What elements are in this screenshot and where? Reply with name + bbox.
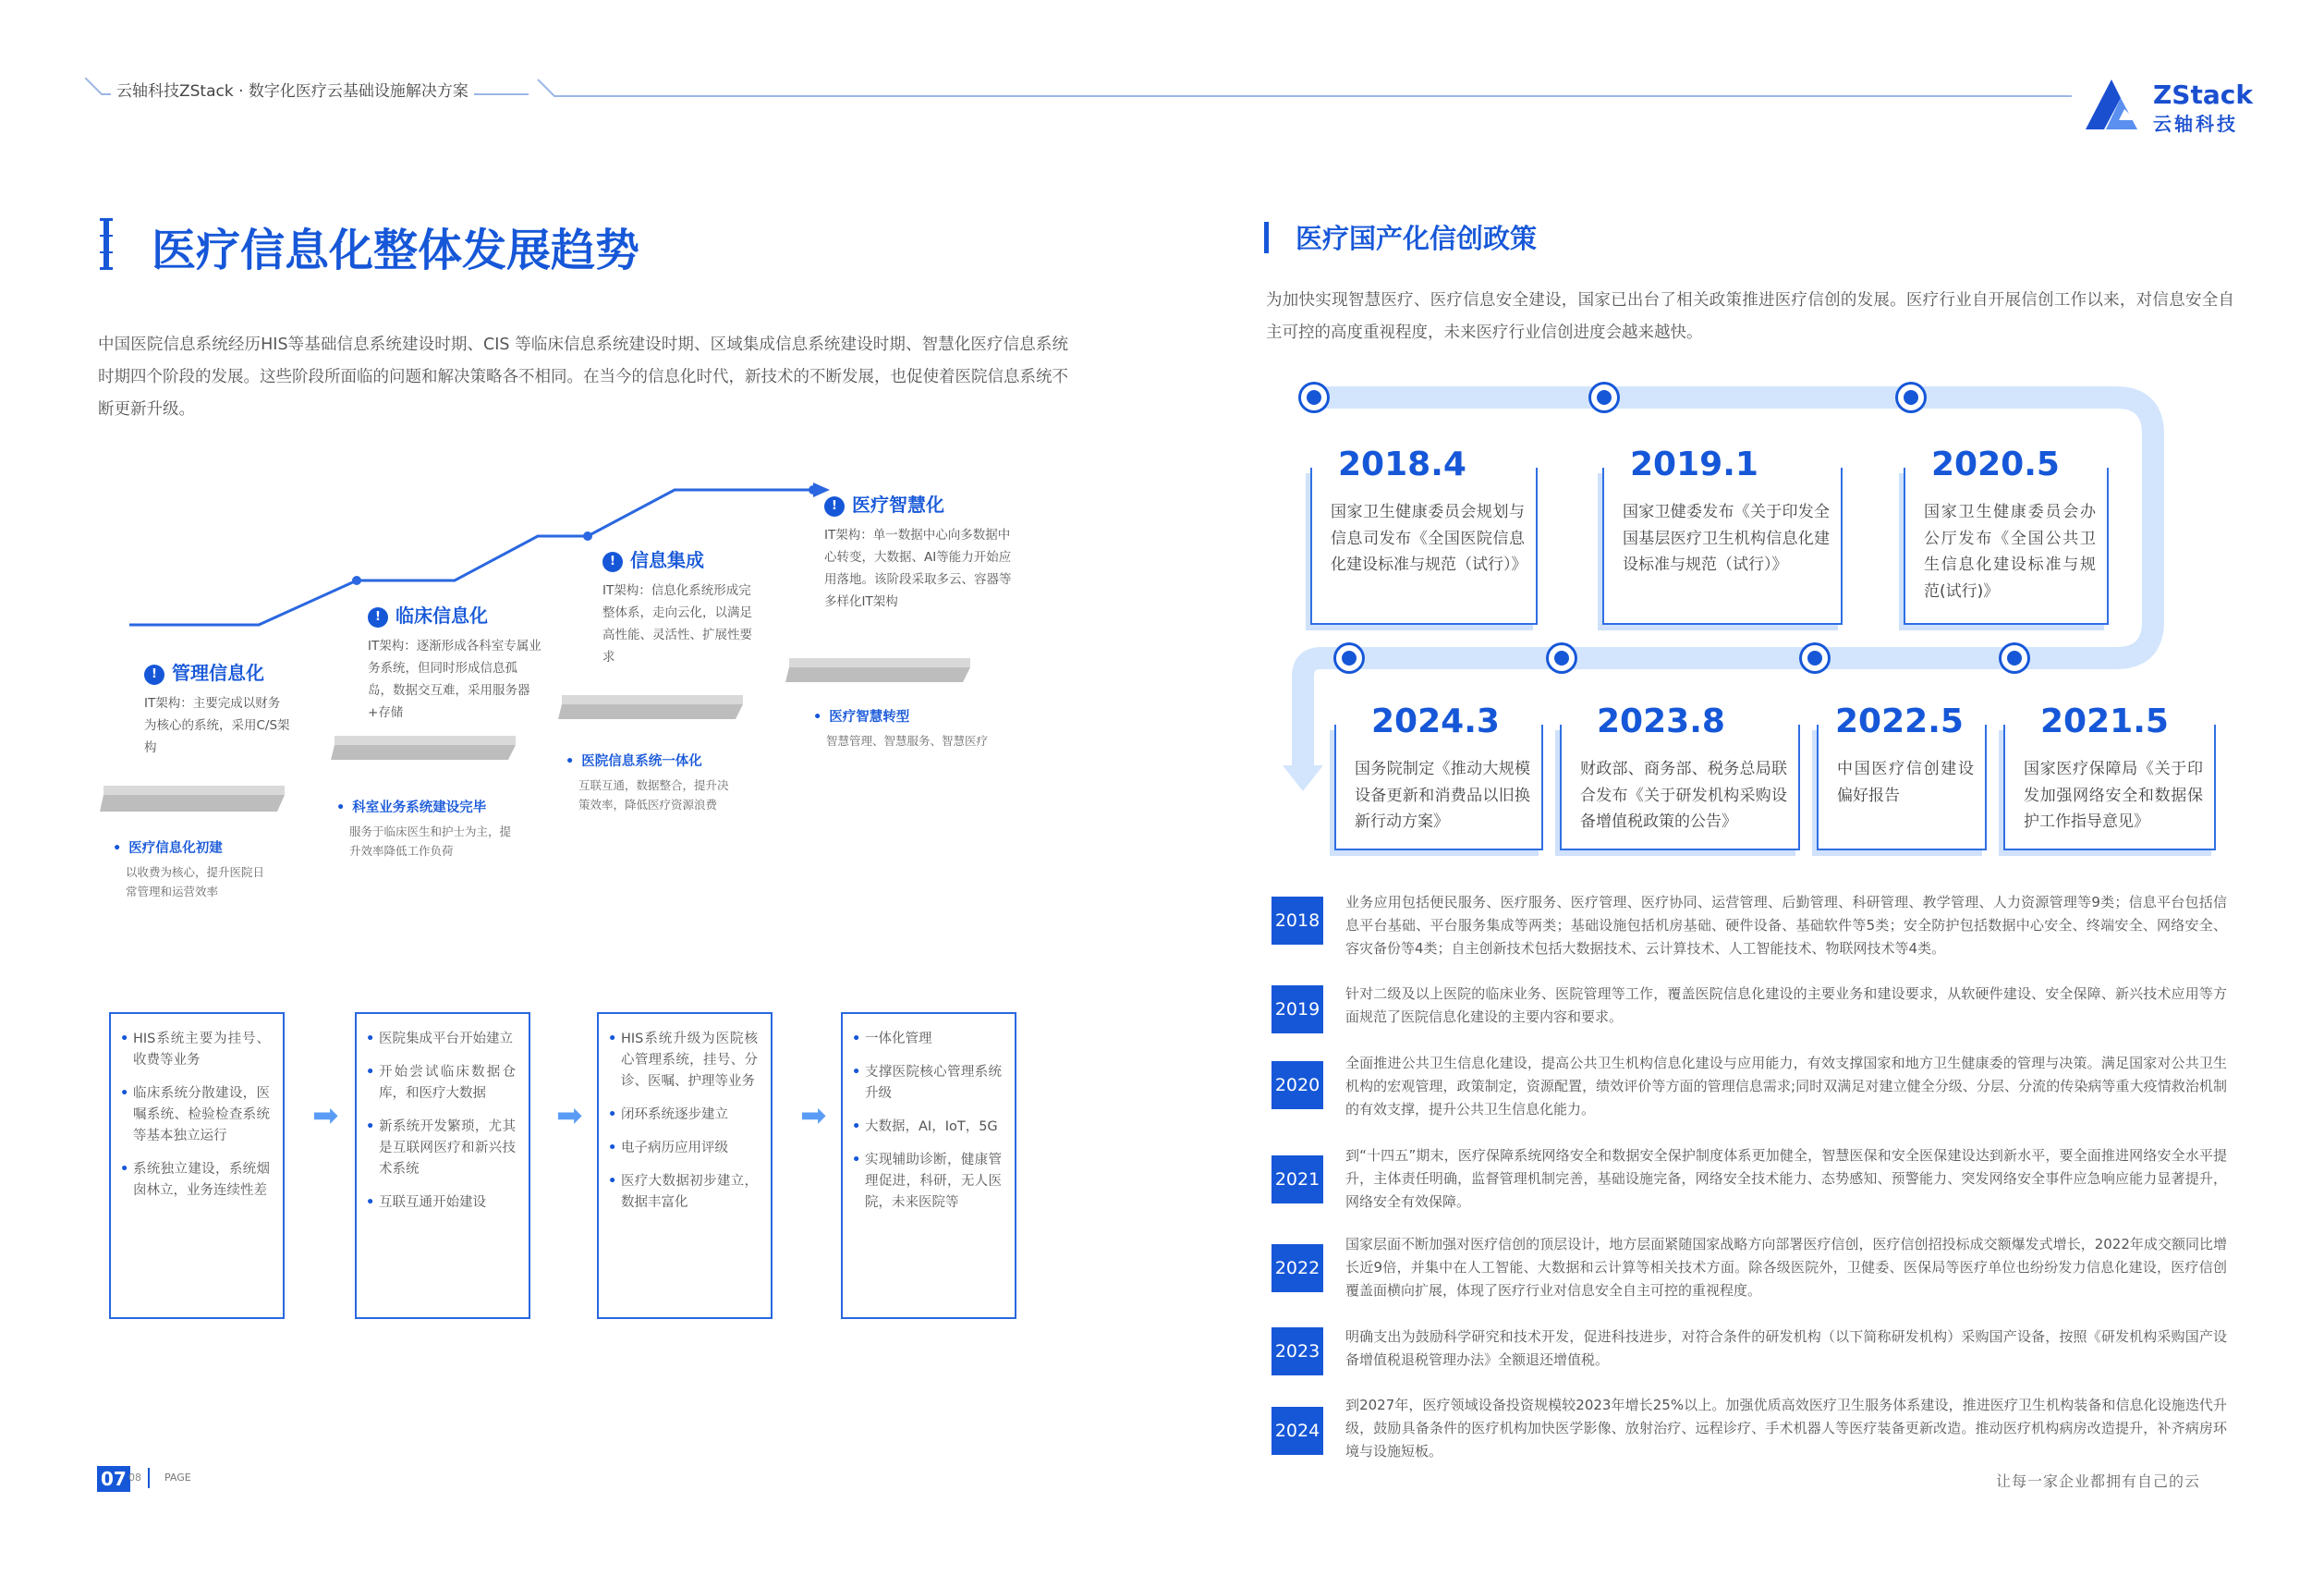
right-intro-paragraph: 为加快实现智慧医疗、医疗信息安全建设，国家已出台了相关政策推进医疗信创的发展。医疗行业自开展信创工作以来，对信息安全自主可控的高度重视程度，未来医疗行业信创进度会越来越快。: [1266, 291, 2234, 342]
year-detail: 全面推进公共卫生信息化建设，提高公共卫生机构信息化建设与应用能力，有效支撑国家和地方卫生健康委的管理与决策。满足国家对公共卫生机构的宏观管理，政策制定，资源配置，绩效评价等方面的管理信息需求;同时双满足对建立健全分级、分层、分流的传染病等重大疫情救治机制的有效支撑，提升公共卫生信息化能力。: [1345, 1055, 2227, 1118]
timeline-dot: [2002, 645, 2027, 671]
box-item: • 临床系统分散建设，医嘱系统、检验检查系统等基本独立运行: [120, 1083, 270, 1147]
box-item: • 闭环系统逐步建立: [608, 1105, 758, 1126]
stair-3: ! 信息集成 IT架构：信息化系统形成完整体系，走向云化，以满足高性能、灵活性、扩展性要求: [602, 549, 752, 665]
box-item: • 大数据，AI，IoT，5G: [852, 1117, 1002, 1138]
arrow-right-icon: ➡: [800, 1097, 827, 1134]
stage-2: • 科室业务系统建设完毕 服务于临床医生和护士为主，提升效率降低工作负荷: [336, 797, 517, 861]
section-title-right: 医疗国产化信创政策: [1296, 223, 1538, 254]
header-title: 云轴科技ZStack · 数字化医疗云基础设施解决方案: [111, 78, 474, 101]
logo-name: ZStack: [2153, 79, 2253, 110]
stage-4: • 医疗智慧转型 智慧管理、智慧服务、智慧医疗: [813, 706, 998, 751]
box-item: • 支撑医院核心管理系统升级: [852, 1062, 1002, 1105]
page-number-next: 08: [128, 1472, 141, 1484]
box-item: • HIS系统升级为医院核心管理系统，挂号、分诊、医嘱、护理等业务: [608, 1029, 758, 1093]
stage-3: • 医院信息系统一体化 互联互通，数据整合，提升决策效率，降低医疗资源浪费: [566, 751, 732, 814]
year-badge: 2021: [1272, 1155, 1323, 1203]
timeline-card-2021: 2021.5 国家医疗保障局《关于印发加强网络安全和数据保护工作指导意见》: [2003, 725, 2216, 850]
title-marker-icon: [100, 218, 113, 270]
box-item: • 一体化管理: [852, 1029, 1002, 1050]
year-badge: 2018: [1272, 897, 1323, 945]
timeline-card-2019: 2019.1 国家卫健委发布《关于印发全国基层医疗卫生机构信息化建设标准与规范（试行）》: [1602, 468, 1843, 625]
page-label: PAGE: [164, 1472, 191, 1484]
year-detail: 到“十四五”期末，医疗保障系统网络安全和数据安全保护制度体系更加健全，智慧医保和安全医保建设达到新水平，要全面推进网络安全水平提升，主体责任明确，监督管理机制完善，基础设施完备，网络安全技术能力、态势感知、预警能力、突发网络安全事件应急响应能力显著提升，网络安全有效保障。: [1345, 1147, 2227, 1210]
page-separator: [148, 1468, 150, 1488]
stage-1: • 医疗信息化初建 以收费为核心，提升医院日常管理和运营效率: [113, 837, 275, 901]
year-badge: 2024: [1272, 1407, 1323, 1455]
title-marker: [1264, 222, 1269, 253]
info-icon: !: [602, 552, 623, 572]
timeline-dot: [1336, 645, 1362, 671]
section-title-left: 医疗信息化整体发展趋势: [152, 225, 640, 276]
timeline-card-2018: 2018.4 国家卫生健康委员会规划与信息司发布《全国医院信息化建设标准与规范（试行）》: [1310, 468, 1538, 625]
evolution-box-3: [597, 1012, 773, 1319]
timeline-dot: [1591, 385, 1617, 410]
zstack-logo-icon: [2084, 76, 2158, 133]
year-detail: 国家层面不断加强对医疗信创的顶层设计，地方层面紧随国家战略方向部署医疗信创，医疗信创招投标成交额爆发式增长，2022年成交额同比增长近9倍，并集中在人工智能、大数据和云计算等相关技术方面。除各级医院外，卫健委、医保局等医疗单位也纷纷发力信息化建设，医疗信创覆盖面横向扩展，体现了医疗行业对信息安全自主可控的重视程度。: [1345, 1236, 2227, 1299]
arrow-right-icon: ➡: [312, 1097, 339, 1134]
evolution-box-4: [841, 1012, 1016, 1319]
stair-4: ! 医疗智慧化 IT架构：单一数据中心向多数据中心转变，大数据、AI等能力开始应用落地。该阶段采取多云、容器等多样化IT架构: [824, 494, 1012, 609]
box-item: • 系统独立建设，系统烟囱林立，业务连续性差: [120, 1159, 270, 1202]
year-badge: 2019: [1272, 985, 1323, 1033]
box-item: • HIS系统主要为挂号、收费等业务: [120, 1029, 270, 1071]
year-detail: 业务应用包括便民服务、医疗服务、医疗管理、医疗协同、运营管理、后勤管理、科研管理、教学管理、人力资源管理等9类；信息平台包括信息平台基础、平台服务集成等两类；基础设施包括机房基础、硬件设备、基础软件等5类；安全防护包括数据中心安全、终端安全、网络安全、容灾备份等4类；自主创新技术包括大数据技术、云计算技术、人工智能技术、物联网技术等4类。: [1345, 894, 2227, 957]
info-icon: !: [824, 496, 845, 517]
box-item: • 医院集成平台开始建立: [366, 1029, 516, 1050]
box-item: • 新系统开发繁琐，尤其是互联网医疗和新兴技术系统: [366, 1117, 516, 1180]
evolution-box-1: [109, 1012, 285, 1319]
stair-1: ! 管理信息化 IT架构：主要完成以财务为核心的系统，采用C/S架构: [144, 662, 290, 755]
box-item: • 互联互通开始建设: [366, 1192, 516, 1214]
timeline-card-2022: 2022.5 中国医疗信创建设偏好报告: [1817, 725, 1987, 850]
year-badge: 2022: [1272, 1244, 1323, 1292]
timeline-card-2020: 2020.5 国家卫生健康委员会办公厅发布《全国公共卫生信息化建设标准与规范(试行)》: [1904, 468, 2109, 625]
info-icon: !: [144, 665, 164, 685]
info-icon: !: [368, 607, 388, 628]
box-item: • 实现辅助诊断，健康管理促进，科研，无人医院，未来医院等: [852, 1150, 1002, 1214]
box-item: • 开始尝试临床数据仓库，和医疗大数据: [366, 1062, 516, 1105]
timeline-dot: [1549, 645, 1575, 671]
year-detail: 针对二级及以上医院的临床业务、医院管理等工作，覆盖医院信息化建设的主要业务和建设要求，从软硬件建设、安全保障、新兴技术应用等方面规范了医院信息化建设的主要内容和要求。: [1345, 985, 2227, 1025]
timeline-dot: [1301, 385, 1327, 410]
timeline-card-2023: 2023.8 财政部、商务部、税务总局联合发布《关于研发机构采购设备增值税政策的公告》: [1560, 725, 1800, 850]
arrow-right-icon: ➡: [556, 1097, 583, 1134]
timeline-dot: [1898, 385, 1924, 410]
year-badge: 2023: [1272, 1327, 1323, 1375]
year-detail: 明确支出为鼓励科学研究和技术开发，促进科技进步，对符合条件的研发机构（以下简称研发机构）采购国产设备，按照《研发机构采购国产设备增值税退税管理办法》全额退还增值税。: [1345, 1328, 2227, 1368]
timeline-dot: [1802, 645, 1828, 671]
stair-2: ! 临床信息化 IT架构：逐渐形成各科室专属业务系统，但同时形成信息孤岛，数据交互难，采用服务器+存储: [368, 605, 541, 720]
logo-subtitle: 云轴科技: [2153, 113, 2238, 135]
page-number: 07: [97, 1466, 130, 1492]
year-badge: 2020: [1272, 1061, 1323, 1109]
footer-slogan: 让每一家企业都拥有自己的云: [1996, 1472, 2201, 1490]
box-item: • 医疗大数据初步建立，数据丰富化: [608, 1171, 758, 1214]
left-intro-paragraph: 中国医院信息系统经历HIS等基础信息系统建设时期、CIS 等临床信息系统建设时期、区域集成信息系统建设时期、智慧化医疗信息系统时期四个阶段的发展。这些阶段所面临的问题和解决策略各不相同。在当今的信息化时代，新技术的不断发展，也促使着医院信息系统不断更新升级。: [98, 336, 1068, 419]
year-detail: 到2027年，医疗领域设备投资规模较2023年增长25%以上。加强优质高效医疗卫生服务体系建设，推进医疗卫生机构装备和信息化设施迭代升级，鼓励具备条件的医疗机构加快医学影像、放射治疗、远程诊疗、手术机器人等医疗装备更新改造。推动医疗机构病房改造提升，补齐病房环境与设施短板。: [1345, 1397, 2227, 1460]
evolution-box-2: [355, 1012, 530, 1319]
box-item: • 电子病历应用评级: [608, 1138, 758, 1159]
timeline-card-2024: 2024.3 国务院制定《推动大规模设备更新和消费品以旧换新行动方案》: [1334, 725, 1543, 850]
